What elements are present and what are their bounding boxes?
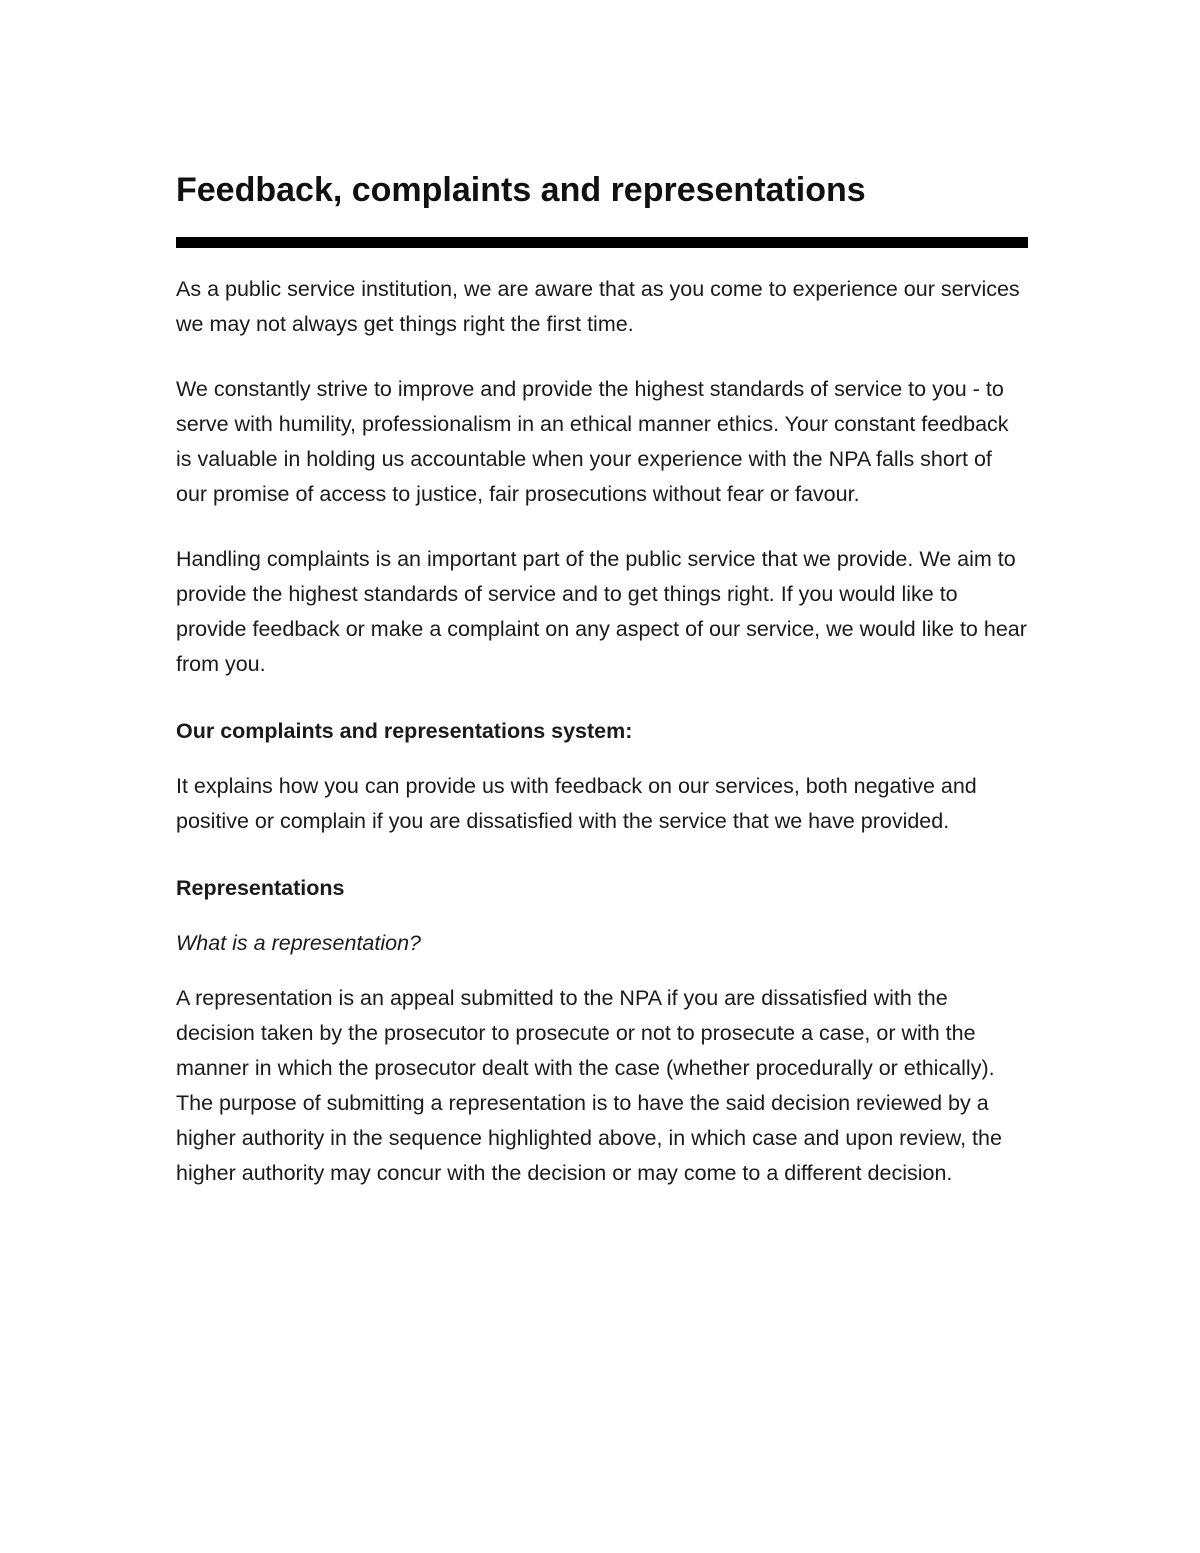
handling-complaints-paragraph: Handling complaints is an important part of the public service that we provide. We aim to provide the highest standards of service and to get things right. If you would like to provide feedback or make a complaint on any aspect of our service, we would like to hear from you.	[176, 547, 1027, 676]
intro-paragraph: As a public service institution, we are aware that as you come to experience our services we may not always get things right the first time.	[176, 277, 1020, 336]
what-is-representation-heading: What is a representation?	[176, 931, 421, 955]
page-title: Feedback, complaints and representations	[176, 171, 866, 209]
system-heading: Our complaints and representations system:	[176, 719, 633, 743]
system-explanation-paragraph: It explains how you can provide us with feedback on our services, both negative and positive or complain if you are dissatisfied with the service that we have provided.	[176, 774, 977, 833]
representations-heading: Representations	[176, 876, 345, 900]
document-page	[176, 165, 1028, 1191]
representation-definition-paragraph: A representation is an appeal submitted to the NPA if you are dissatisfied with the decision taken by the prosecutor to prosecute or not to prosecute a case, or with the manner in which the prosecutor dealt with the case (whether procedurally or ethically). The purpose of submitting a representation is to have the said decision reviewed by a higher authority in the sequence highlighted above, in which case and upon review, the higher authority may concur with the decision or may come to a different decision.	[176, 986, 1002, 1185]
strive-paragraph: We constantly strive to improve and provide the highest standards of service to you - to serve with humility, professionalism in an ethical manner ethics. Your constant feedback is valuable in holding us accountable when your experience with the NPA falls short of our promise of access to justice, fair prosecutions without fear or favour.	[176, 377, 1009, 506]
title-divider	[176, 237, 1028, 248]
